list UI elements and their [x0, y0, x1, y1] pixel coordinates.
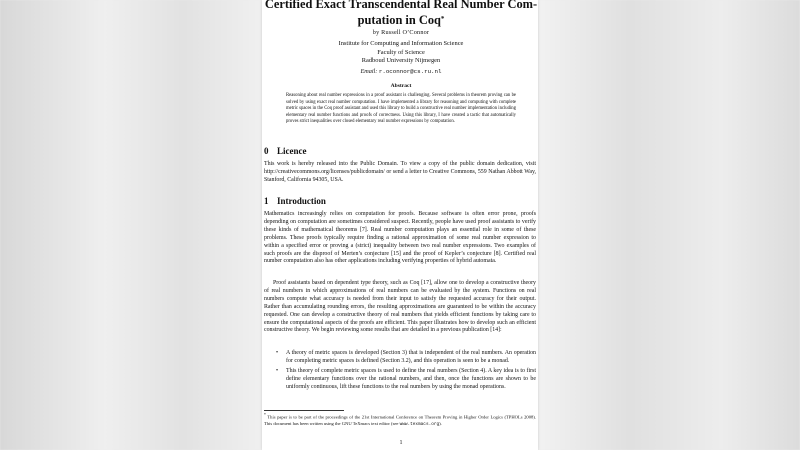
footnote-text: This paper is to be part of the proceedings of the 21st International Conference on Theorem Proving in Higher Order Logics (TPHOLs 2008). This document has been written using the GNU TeXmacs text editor (see — [264, 414, 536, 426]
footnote-end: ). — [439, 420, 442, 426]
affiliation-line: Faculty of Science — [377, 48, 425, 56]
affiliation-line: Radboud University Nijmegen — [361, 57, 441, 65]
licence-paragraph: This work is hereby released into the Public Domain. To view a copy of the public domain dedication, visit http://creativecommons.org/licenses/publicdomain/ or send a letter to Creative Commons, 559 Nathan Abbott Way, Stanford, California 94305, USA. — [264, 161, 536, 183]
bullet-icon: • — [276, 350, 279, 356]
viewer-background-right — [538, 0, 800, 450]
list-item — [274, 350, 536, 366]
footnote — [264, 412, 536, 428]
email-label: Email: — [360, 68, 378, 75]
contribution-list — [274, 350, 536, 394]
list-item — [274, 368, 536, 392]
intro-paragraph-1: Mathematics increasingly relies on computation for proofs. Because software is often error prone, proofs depending on computation are sometimes considered suspect. Recently, people have used proof assistants to verify these kinds of mathematical theorems [7]. Real number computation plays an essential role in some of these problems. These proofs typically require finding a rational approximation of some real number expression to within a specified error or proving a (strict) inequality between two real number expressions. Two examples of such proofs are the disproof of Merten’s conjecture [15] and the proof of Kepler’s conjecture [8]. Certified real number computation also has other applications including verifying properties of hybrid automata. — [264, 211, 536, 265]
footnote-rule — [264, 410, 344, 411]
footnote-mark: * — [264, 413, 266, 417]
footnote-url[interactable]: www.texmacs.org — [399, 421, 440, 427]
list-item-text: A theory of metric spaces is developed (Section 3) that is independent of the real numbers. An operation for completing metric spaces is defined (Section 3.2), and this operation is seen to be a monad. — [286, 350, 536, 364]
affiliation-line: Institute for Computing and Information Science — [338, 40, 464, 47]
bullet-icon: • — [276, 367, 279, 374]
email-line — [264, 68, 538, 75]
list-item-text: This theory of complete metric spaces is used to define the real numbers (Section 4). A key idea is to first define elementary functions over the rational numbers, and then, once the functions are shown to be uniformly continuous, lift these functions to the real numbers by using the monad operations. — [286, 367, 536, 390]
section-title: Licence — [277, 146, 307, 156]
section-title: Introduction — [277, 196, 326, 206]
title-line-1: Certified Exact Transcendental Real Number Com- — [264, 0, 538, 11]
email-address[interactable]: r.oconnor@cs.ru.nl — [378, 68, 442, 75]
intro-paragraph-2: Proof assistants based on dependent type theory, such as Coq [17], allow one to develop a constructive theory of real numbers in which approximations of real numbers can be evaluated by the system. Functions on real numbers compute what accuracy is needed from their input to satisfy the requested accuracy for their output. Rather than accumulating rounding errors, the resulting approximations are guaranteed to be within the accuracy requested. One can develop a constructive theory of real numbers that yields efficient functions by taking care to ensure the computational aspects of the proofs are efficient. This paper illustrates how to develop such an efficient constructive theory. We begin reviewing some results that are detailed in a previous publication [14]: — [264, 280, 536, 334]
section-number: 1 — [264, 196, 269, 206]
document-page[interactable] — [262, 0, 538, 450]
title-line-2: putation in Coq — [357, 13, 441, 27]
title-footnote-mark: * — [440, 15, 445, 23]
viewer-background-left — [0, 0, 262, 450]
abstract-text: Reasoning about real number expressions in a proof assistant is challenging. Several problems in theorem proving can be solved by using exact real number computation. I have implemented a library for reasoning and computing with complete metric spaces in the Coq proof assistant and used this library to build a constructive real number implementation including elementary real number functions and proofs of correctness. Using this library, I have created a tactic that automatically proves strict inequalities over closed elementary real number expressions by computation. — [286, 93, 516, 125]
affiliation — [264, 40, 538, 66]
section-number: 0 — [264, 146, 269, 156]
author-line: by Russell O’Connor — [372, 29, 430, 36]
section-heading-introduction — [264, 196, 326, 206]
paper-title — [264, 0, 538, 28]
page-number: 1 — [399, 440, 403, 446]
section-heading-licence — [264, 146, 307, 156]
abstract-heading: Abstract — [390, 83, 412, 89]
